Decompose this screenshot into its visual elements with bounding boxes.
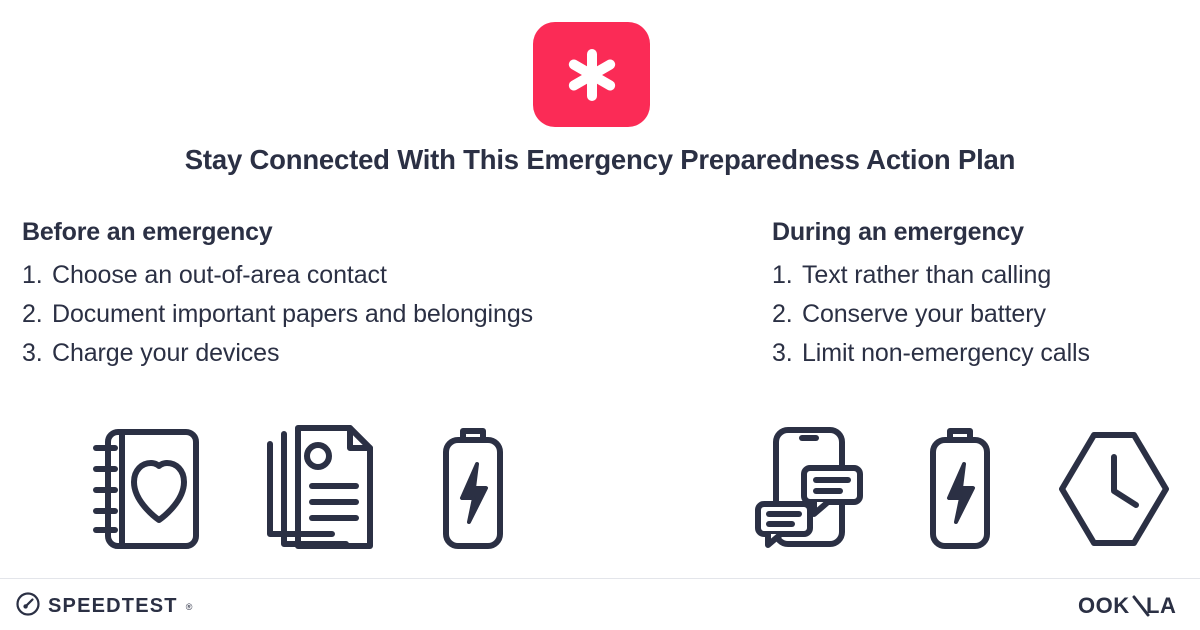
list-item-number: 1. <box>772 261 793 289</box>
list-item <box>22 256 762 295</box>
column-title-before: Before an emergency <box>22 218 273 246</box>
speedtest-wordmark <box>16 592 192 621</box>
list-item <box>772 334 1192 373</box>
speedtest-gauge-icon <box>16 592 40 621</box>
list-item-number: 3. <box>772 339 793 367</box>
column-before-emergency <box>22 218 762 373</box>
svg-text:OOK: OOK <box>1078 594 1130 618</box>
list-item-number: 2. <box>22 300 43 328</box>
ookla-logo-icon <box>1078 594 1182 623</box>
list-item <box>22 334 762 373</box>
column-during-emergency <box>772 218 1192 373</box>
page-title: Stay Connected With This Emergency Preparedness Action Plan <box>184 144 1016 175</box>
list-item-label: Choose an out-of-area contact <box>52 261 387 289</box>
list-item-label: Text rather than calling <box>802 261 1052 289</box>
list-item-label: Charge your devices <box>52 339 280 367</box>
list-item <box>772 295 1192 334</box>
icon-row-before <box>88 424 508 554</box>
column-title-during: During an emergency <box>772 218 1024 246</box>
list-item <box>22 295 762 334</box>
speedtest-label: SPEEDTEST <box>48 595 178 617</box>
battery-bolt-icon <box>434 424 512 554</box>
list-item-label: Conserve your battery <box>802 300 1046 328</box>
phone-message-icon <box>752 424 864 554</box>
list-item <box>772 256 1192 295</box>
documents-stack-icon <box>262 424 378 554</box>
footer-divider <box>0 578 1200 579</box>
list-item-number: 1. <box>22 261 43 289</box>
clock-hexagon-icon <box>1056 424 1172 554</box>
list-item-label: Document important papers and belongings <box>52 300 534 328</box>
speedtest-trademark: ® <box>185 601 193 612</box>
list-item-number: 2. <box>772 300 793 328</box>
list-item-number: 3. <box>22 339 43 367</box>
battery-bolt-icon <box>920 424 1000 554</box>
ookla-wordmark <box>1078 594 1182 623</box>
icon-row-during <box>752 424 1172 554</box>
asterisk-icon <box>560 43 624 107</box>
list-before-emergency <box>22 256 762 373</box>
list-during-emergency <box>772 256 1192 373</box>
speedtest-badge-logo <box>533 22 650 127</box>
list-item-label: Limit non-emergency calls <box>802 339 1090 367</box>
notebook-heart-icon <box>88 424 206 554</box>
svg-text:LA: LA <box>1146 594 1177 618</box>
